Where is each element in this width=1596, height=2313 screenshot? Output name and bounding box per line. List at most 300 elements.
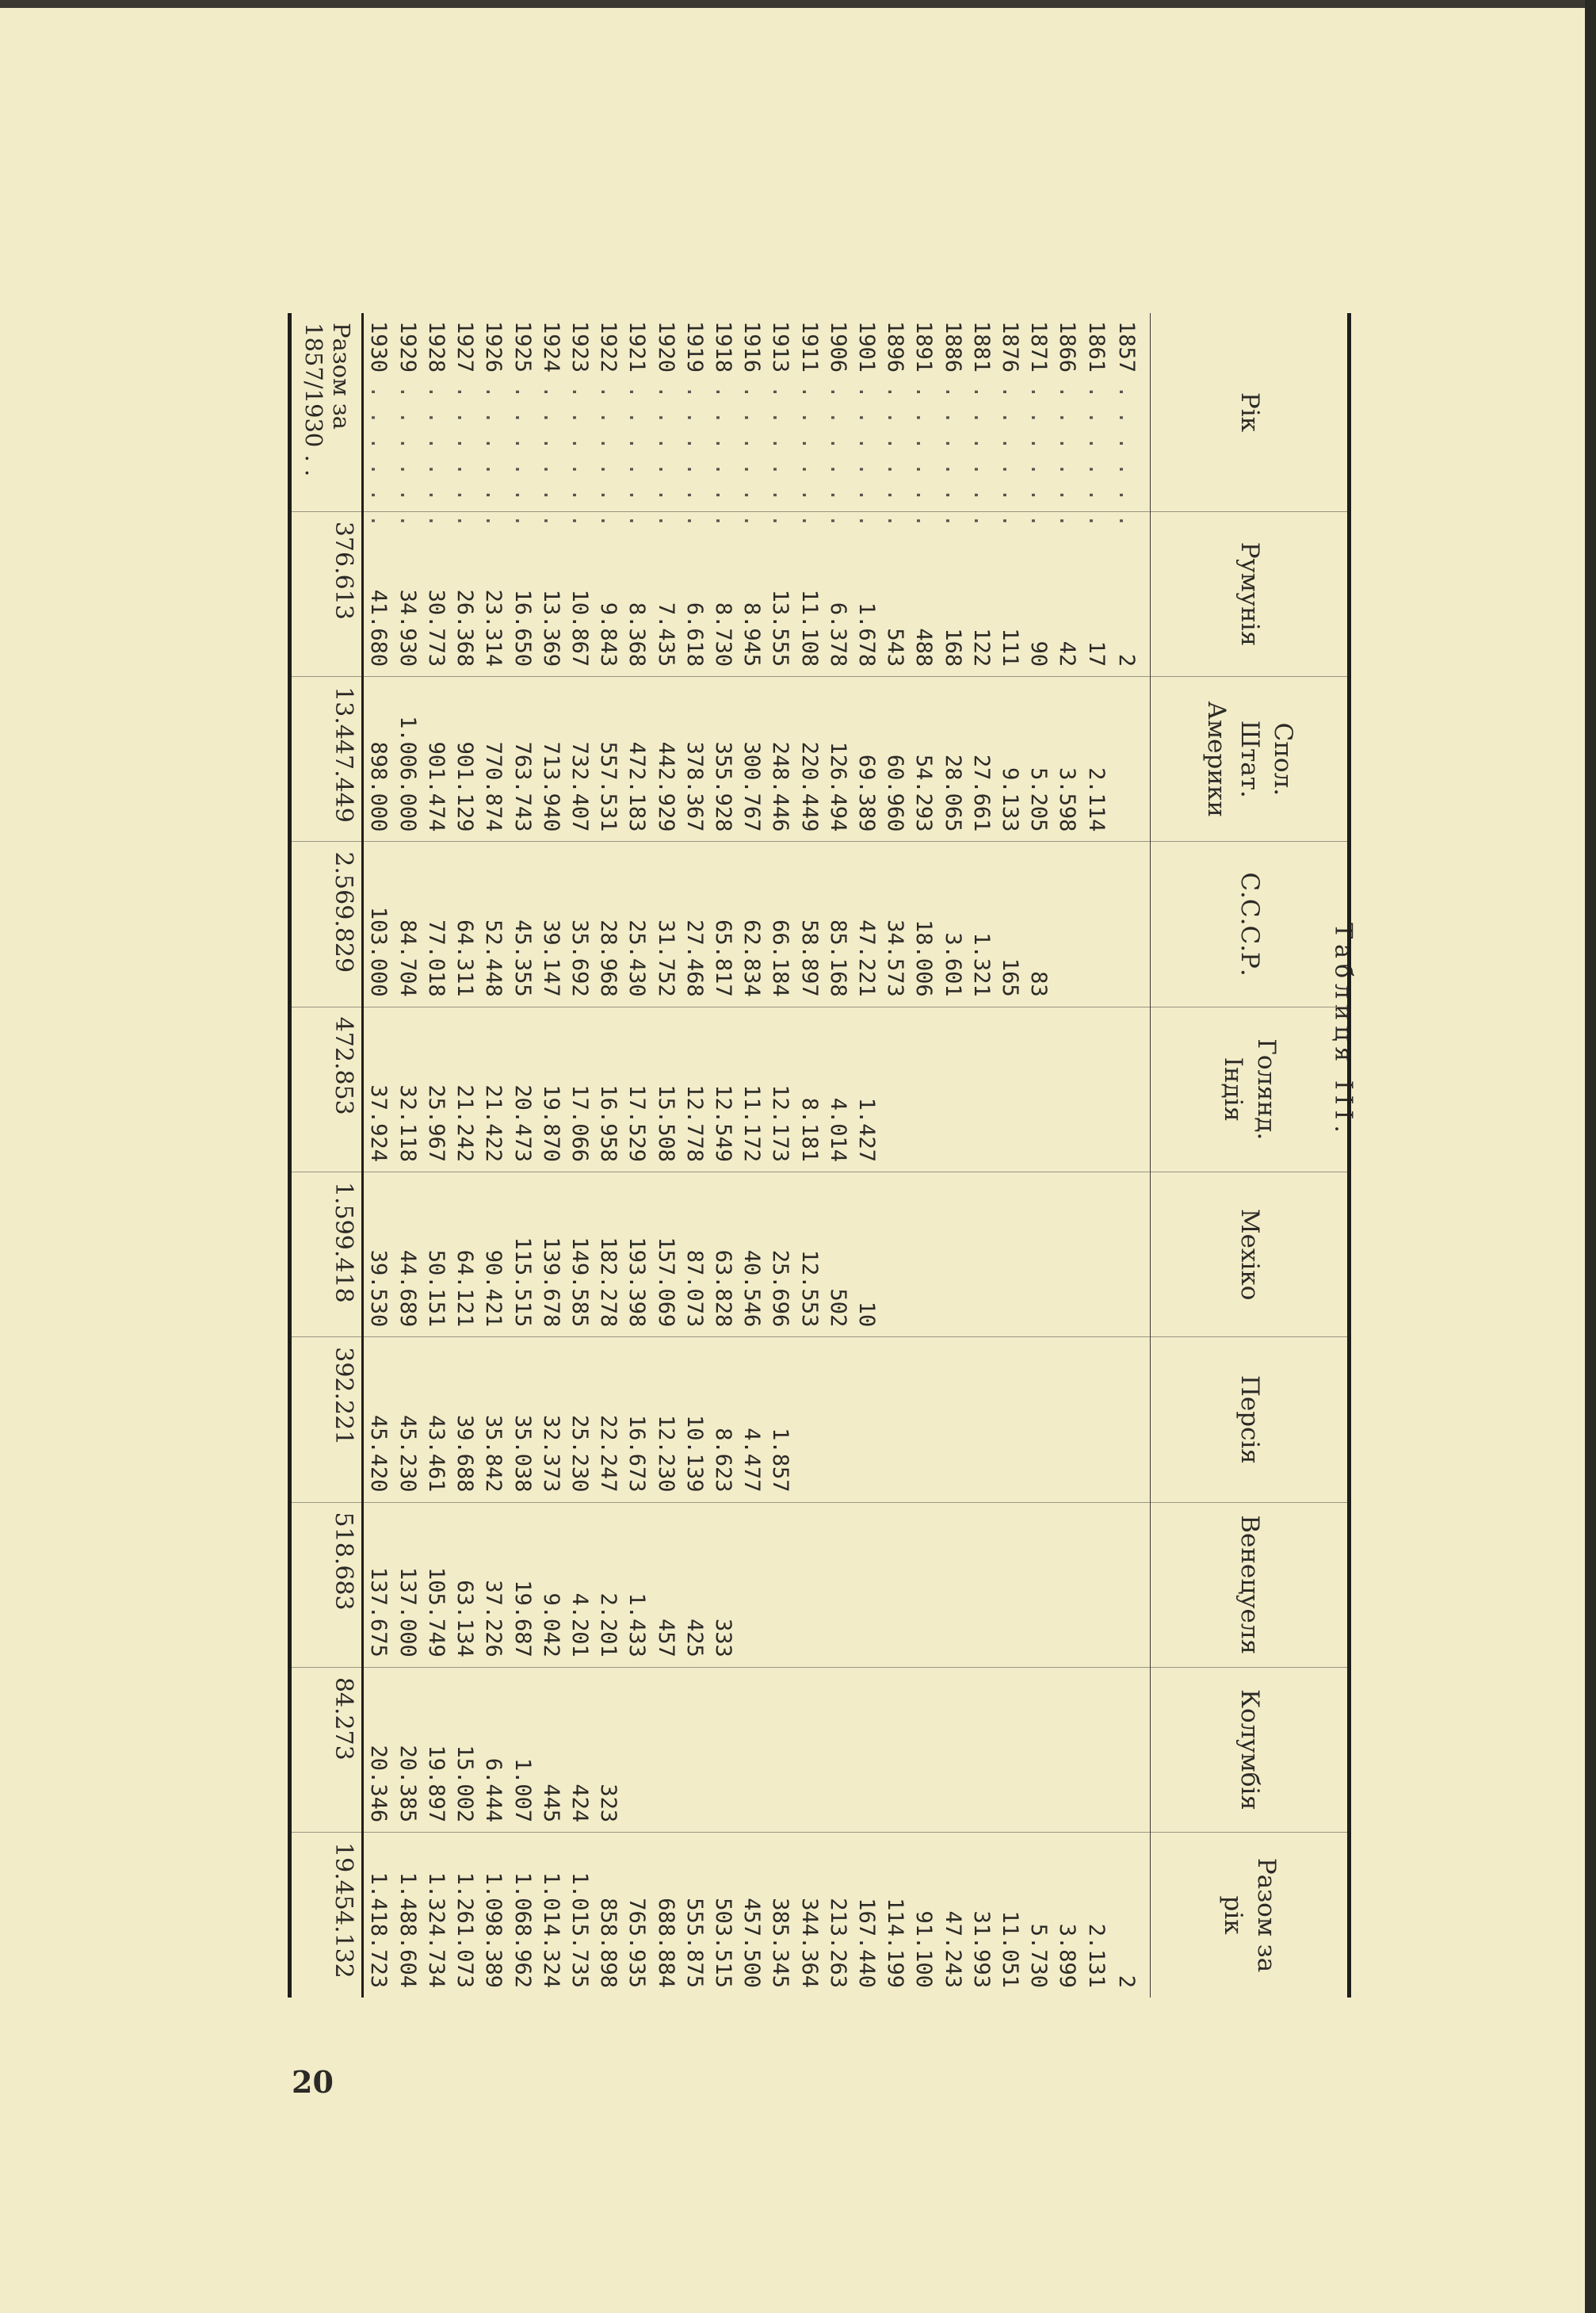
year-label: 1881 bbox=[968, 321, 994, 373]
value-cell: 12.778 bbox=[680, 1007, 708, 1172]
total-cell: 1.599.418 bbox=[290, 1172, 363, 1336]
value-cell: 5.730 bbox=[1025, 1833, 1053, 1998]
value-cell: 8.368 bbox=[623, 511, 651, 676]
year-label: 1919 bbox=[682, 321, 707, 373]
table-row bbox=[422, 313, 450, 1998]
column-header: С.С.С.Р. bbox=[1151, 842, 1350, 1007]
value-cell: 7.435 bbox=[651, 511, 680, 676]
value-cell: 502 bbox=[823, 1172, 852, 1336]
value-cell bbox=[1110, 1007, 1150, 1172]
value-cell bbox=[1110, 1172, 1150, 1336]
value-cell: 83 bbox=[1025, 842, 1053, 1007]
value-cell: 248.446 bbox=[766, 677, 795, 842]
value-cell: 378.367 bbox=[680, 677, 708, 842]
value-cell: 557.531 bbox=[594, 677, 623, 842]
value-cell: 2 bbox=[1110, 511, 1150, 676]
leader-dots: . . . . . . bbox=[395, 373, 420, 528]
value-cell: 732.407 bbox=[565, 677, 594, 842]
leader-dots: . . . . . . bbox=[796, 373, 822, 528]
value-cell: 34.573 bbox=[881, 842, 910, 1007]
value-cell bbox=[995, 1667, 1024, 1832]
value-cell bbox=[1053, 1667, 1082, 1832]
year-label: 1925 bbox=[510, 321, 535, 373]
year-label: 1927 bbox=[452, 321, 478, 373]
value-cell: 19.897 bbox=[422, 1667, 450, 1832]
table-row bbox=[565, 313, 594, 1998]
leader-dots: . . . . . . bbox=[911, 373, 937, 528]
year-label: 1930 bbox=[366, 321, 391, 373]
leader-dots: . . . . . . bbox=[653, 373, 678, 528]
column-header: Мехіко bbox=[1151, 1172, 1350, 1336]
value-cell bbox=[881, 1007, 910, 1172]
year-label: 1876 bbox=[998, 321, 1022, 373]
column-header: Венецуеля bbox=[1151, 1502, 1350, 1667]
value-cell bbox=[1082, 1667, 1110, 1832]
value-cell: 182.278 bbox=[594, 1172, 623, 1336]
value-cell: 32.373 bbox=[536, 1337, 565, 1502]
value-cell bbox=[738, 1502, 766, 1667]
leader-dots: . . . . . . bbox=[366, 373, 391, 528]
leader-dots: . . . . . . bbox=[624, 373, 650, 528]
value-cell: 35.842 bbox=[479, 1337, 508, 1502]
value-cell: 344.364 bbox=[795, 1833, 823, 1998]
value-cell: 91.100 bbox=[910, 1833, 938, 1998]
year-label: 1891 bbox=[911, 321, 937, 373]
value-cell: 137.000 bbox=[393, 1502, 422, 1667]
value-cell: 555.875 bbox=[680, 1833, 708, 1998]
page-number: 20 bbox=[292, 2064, 334, 2100]
value-cell bbox=[1082, 1007, 1110, 1172]
value-cell: 28.968 bbox=[594, 842, 623, 1007]
year-label: 1920 bbox=[653, 321, 678, 373]
leader-dots: . . . . . . bbox=[538, 373, 563, 528]
table-body bbox=[363, 313, 1151, 1998]
value-cell: 763.743 bbox=[508, 677, 536, 842]
value-cell: 213.263 bbox=[823, 1833, 852, 1998]
value-cell: 8.623 bbox=[708, 1337, 737, 1502]
value-cell: 77.018 bbox=[422, 842, 450, 1007]
value-cell bbox=[1025, 1337, 1053, 1502]
value-cell: 16.958 bbox=[594, 1007, 623, 1172]
value-cell bbox=[738, 1667, 766, 1832]
leader-dots: . . . . . . bbox=[853, 373, 879, 528]
table-row bbox=[536, 313, 565, 1998]
year-cell bbox=[967, 313, 995, 528]
value-cell: 20.346 bbox=[363, 1667, 394, 1832]
value-cell bbox=[623, 1667, 651, 1832]
value-cell: 1.068.962 bbox=[508, 1833, 536, 1998]
value-cell bbox=[852, 1667, 880, 1832]
value-cell: 60.960 bbox=[881, 677, 910, 842]
value-cell: 503.515 bbox=[708, 1833, 737, 1998]
table-row bbox=[393, 313, 422, 1998]
year-label: 1906 bbox=[825, 321, 850, 373]
leader-dots: . . . . . . bbox=[940, 373, 965, 528]
value-cell bbox=[910, 1502, 938, 1667]
value-cell: 43.461 bbox=[422, 1337, 450, 1502]
value-cell: 425 bbox=[680, 1502, 708, 1667]
value-cell bbox=[1053, 1007, 1082, 1172]
value-cell: 1.098.389 bbox=[479, 1833, 508, 1998]
value-cell: 37.924 bbox=[363, 1007, 394, 1172]
year-cell bbox=[363, 313, 394, 528]
year-cell bbox=[910, 313, 938, 528]
value-cell bbox=[938, 1172, 967, 1336]
leader-dots: . . . . . . bbox=[998, 373, 1022, 528]
value-cell: 472.183 bbox=[623, 677, 651, 842]
total-row bbox=[290, 313, 363, 1998]
value-cell bbox=[1053, 842, 1082, 1007]
total-label: Разом за 1857/1930 . . bbox=[290, 313, 363, 511]
year-label: 1901 bbox=[853, 321, 879, 373]
value-cell bbox=[881, 1667, 910, 1832]
table-row bbox=[881, 313, 910, 1998]
value-cell: 28.065 bbox=[938, 677, 967, 842]
value-cell: 15.508 bbox=[651, 1007, 680, 1172]
value-cell bbox=[1110, 1502, 1150, 1667]
year-cell bbox=[479, 313, 508, 528]
value-cell: 457 bbox=[651, 1502, 680, 1667]
value-cell: 457.500 bbox=[738, 1833, 766, 1998]
value-cell: 385.345 bbox=[766, 1833, 795, 1998]
table-row bbox=[1082, 313, 1110, 1998]
value-cell: 65.817 bbox=[708, 842, 737, 1007]
table-row bbox=[708, 313, 737, 1998]
value-cell: 41.680 bbox=[363, 511, 394, 676]
value-cell: 30.773 bbox=[422, 511, 450, 676]
year-label: 1929 bbox=[395, 321, 420, 373]
value-cell: 21.242 bbox=[451, 1007, 479, 1172]
value-cell: 1.678 bbox=[852, 511, 880, 676]
table-row bbox=[651, 313, 680, 1998]
column-header: Голянд. Індія bbox=[1151, 1007, 1350, 1172]
value-cell bbox=[1053, 1502, 1082, 1667]
value-cell bbox=[766, 1502, 795, 1667]
value-cell: 22.247 bbox=[594, 1337, 623, 1502]
table-row bbox=[766, 313, 795, 1998]
value-cell: 32.118 bbox=[393, 1007, 422, 1172]
value-cell bbox=[1110, 677, 1150, 842]
year-label: 1866 bbox=[1055, 321, 1080, 373]
value-cell: 11.051 bbox=[995, 1833, 1024, 1998]
value-cell bbox=[910, 1337, 938, 1502]
value-cell: 25.230 bbox=[565, 1337, 594, 1502]
total-cell: 392.221 bbox=[290, 1337, 363, 1502]
value-cell bbox=[1082, 842, 1110, 1007]
value-cell bbox=[823, 1502, 852, 1667]
year-cell bbox=[995, 313, 1024, 528]
total-cell: 376.613 bbox=[290, 511, 363, 676]
value-cell: 12.553 bbox=[795, 1172, 823, 1336]
value-cell: 488 bbox=[910, 511, 938, 676]
year-label: 1921 bbox=[624, 321, 650, 373]
value-cell: 333 bbox=[708, 1502, 737, 1667]
value-cell: 858.898 bbox=[594, 1833, 623, 1998]
value-cell bbox=[795, 1502, 823, 1667]
value-cell: 898.000 bbox=[363, 677, 394, 842]
table-row bbox=[594, 313, 623, 1998]
value-cell bbox=[1082, 1502, 1110, 1667]
value-cell bbox=[1082, 1337, 1110, 1502]
value-cell bbox=[1025, 1667, 1053, 1832]
value-cell: 105.749 bbox=[422, 1502, 450, 1667]
value-cell: 2.131 bbox=[1082, 1833, 1110, 1998]
value-cell: 20.385 bbox=[393, 1667, 422, 1832]
total-cell: 13.447.449 bbox=[290, 677, 363, 842]
value-cell bbox=[1082, 1172, 1110, 1336]
year-cell bbox=[508, 313, 536, 528]
value-cell bbox=[795, 1667, 823, 1832]
year-cell bbox=[1110, 313, 1150, 528]
value-cell: 47.221 bbox=[852, 842, 880, 1007]
value-cell bbox=[967, 1337, 995, 1502]
value-cell: 323 bbox=[594, 1667, 623, 1832]
value-cell: 165 bbox=[995, 842, 1024, 1007]
value-cell: 39.688 bbox=[451, 1337, 479, 1502]
table-caption: Таблиця III. bbox=[1329, 923, 1357, 1138]
value-cell: 6.618 bbox=[680, 511, 708, 676]
value-cell: 713.940 bbox=[536, 677, 565, 842]
value-cell bbox=[823, 1337, 852, 1502]
value-cell bbox=[995, 1172, 1024, 1336]
value-cell: 2.201 bbox=[594, 1502, 623, 1667]
value-cell: 26.368 bbox=[451, 511, 479, 676]
value-cell bbox=[1053, 1172, 1082, 1336]
column-header: Разом за рік bbox=[1151, 1833, 1350, 1998]
year-label: 1924 bbox=[538, 321, 563, 373]
value-cell: 85.168 bbox=[823, 842, 852, 1007]
year-cell bbox=[938, 313, 967, 528]
value-cell: 688.884 bbox=[651, 1833, 680, 1998]
value-cell bbox=[967, 1007, 995, 1172]
table-row bbox=[995, 313, 1024, 1998]
value-cell: 63.134 bbox=[451, 1502, 479, 1667]
value-cell: 8.945 bbox=[738, 511, 766, 676]
value-cell: 193.398 bbox=[623, 1172, 651, 1336]
value-cell bbox=[881, 1502, 910, 1667]
value-cell: 19.687 bbox=[508, 1502, 536, 1667]
value-cell bbox=[766, 1667, 795, 1832]
statistics-table bbox=[288, 313, 1351, 1998]
value-cell: 25.430 bbox=[623, 842, 651, 1007]
value-cell: 66.184 bbox=[766, 842, 795, 1007]
value-cell: 62.834 bbox=[738, 842, 766, 1007]
value-cell: 300.767 bbox=[738, 677, 766, 842]
total-cell: 19.454.132 bbox=[290, 1833, 363, 1998]
leader-dots: . . . . . . bbox=[1026, 373, 1052, 528]
value-cell: 137.675 bbox=[363, 1502, 394, 1667]
value-cell: 37.226 bbox=[479, 1502, 508, 1667]
value-cell: 27.468 bbox=[680, 842, 708, 1007]
year-label: 1916 bbox=[739, 321, 765, 373]
value-cell bbox=[680, 1667, 708, 1832]
value-cell bbox=[995, 1337, 1024, 1502]
value-cell: 6.378 bbox=[823, 511, 852, 676]
value-cell: 12.230 bbox=[651, 1337, 680, 1502]
leader-dots: . . . . . . bbox=[452, 373, 478, 528]
value-cell: 27.661 bbox=[967, 677, 995, 842]
value-cell: 1.488.604 bbox=[393, 1833, 422, 1998]
value-cell: 90 bbox=[1025, 511, 1053, 676]
value-cell bbox=[910, 1667, 938, 1832]
value-cell: 8.730 bbox=[708, 511, 737, 676]
total-cell: 2.569.829 bbox=[290, 842, 363, 1007]
leader-dots: . . . . . . bbox=[883, 373, 908, 528]
value-cell: 45.420 bbox=[363, 1337, 394, 1502]
total-cell: 472.853 bbox=[290, 1007, 363, 1172]
leader-dots: . . . . . . bbox=[1055, 373, 1080, 528]
value-cell bbox=[938, 1502, 967, 1667]
total-cell: 518.683 bbox=[290, 1502, 363, 1667]
value-cell bbox=[708, 1667, 737, 1832]
value-cell: 1.433 bbox=[623, 1502, 651, 1667]
value-cell: 50.151 bbox=[422, 1172, 450, 1336]
value-cell: 167.440 bbox=[852, 1833, 880, 1998]
year-label: 1857 bbox=[1113, 321, 1139, 373]
value-cell: 31.993 bbox=[967, 1833, 995, 1998]
value-cell: 543 bbox=[881, 511, 910, 676]
value-cell: 34.930 bbox=[393, 511, 422, 676]
column-header: Рік bbox=[1151, 313, 1350, 511]
year-cell bbox=[823, 313, 852, 528]
value-cell: 770.874 bbox=[479, 677, 508, 842]
value-cell: 87.073 bbox=[680, 1172, 708, 1336]
value-cell: 5.205 bbox=[1025, 677, 1053, 842]
year-cell bbox=[393, 313, 422, 528]
value-cell: 45.355 bbox=[508, 842, 536, 1007]
value-cell: 13.555 bbox=[766, 511, 795, 676]
year-label: 1918 bbox=[710, 321, 735, 373]
value-cell: 424 bbox=[565, 1667, 594, 1832]
leader-dots: . . . . . . bbox=[739, 373, 765, 528]
value-cell: 149.585 bbox=[565, 1172, 594, 1336]
value-cell: 139.678 bbox=[536, 1172, 565, 1336]
leader-dots: . . . . . . bbox=[682, 373, 707, 528]
value-cell: 20.473 bbox=[508, 1007, 536, 1172]
value-cell: 39.147 bbox=[536, 842, 565, 1007]
value-cell bbox=[938, 1337, 967, 1502]
value-cell: 157.069 bbox=[651, 1172, 680, 1336]
value-cell bbox=[967, 1172, 995, 1336]
value-cell: 1.014.324 bbox=[536, 1833, 565, 1998]
total-cell: 84.273 bbox=[290, 1667, 363, 1832]
value-cell bbox=[967, 1502, 995, 1667]
value-cell bbox=[852, 1337, 880, 1502]
value-cell: 63.828 bbox=[708, 1172, 737, 1336]
value-cell: 4.477 bbox=[738, 1337, 766, 1502]
value-cell: 115.515 bbox=[508, 1172, 536, 1336]
value-cell: 69.389 bbox=[852, 677, 880, 842]
year-label: 1928 bbox=[423, 321, 449, 373]
table-row bbox=[479, 313, 508, 1998]
value-cell: 10 bbox=[852, 1172, 880, 1336]
value-cell: 445 bbox=[536, 1667, 565, 1832]
value-cell: 52.448 bbox=[479, 842, 508, 1007]
table-row bbox=[508, 313, 536, 1998]
value-cell: 1.006.000 bbox=[393, 677, 422, 842]
leader-dots: . . . . . . bbox=[596, 373, 621, 528]
value-cell bbox=[795, 1337, 823, 1502]
value-cell bbox=[852, 1502, 880, 1667]
year-label: 1923 bbox=[567, 321, 592, 373]
year-cell bbox=[594, 313, 623, 528]
value-cell: 54.293 bbox=[910, 677, 938, 842]
value-cell: 114.199 bbox=[881, 1833, 910, 1998]
value-cell: 45.230 bbox=[393, 1337, 422, 1502]
value-cell: 1.427 bbox=[852, 1007, 880, 1172]
value-cell: 35.038 bbox=[508, 1337, 536, 1502]
leader-dots: . . . . . . bbox=[1113, 373, 1139, 528]
value-cell: 40.546 bbox=[738, 1172, 766, 1336]
value-cell: 42 bbox=[1053, 511, 1082, 676]
value-cell bbox=[938, 1667, 967, 1832]
year-cell bbox=[852, 313, 880, 528]
year-cell bbox=[623, 313, 651, 528]
year-cell bbox=[422, 313, 450, 528]
value-cell: 442.929 bbox=[651, 677, 680, 842]
value-cell: 4.201 bbox=[565, 1502, 594, 1667]
value-cell: 4.014 bbox=[823, 1007, 852, 1172]
leader-dots: . . . . . . bbox=[481, 373, 506, 528]
value-cell bbox=[995, 1007, 1024, 1172]
year-label: 1886 bbox=[940, 321, 965, 373]
value-cell: 1.418.723 bbox=[363, 1833, 394, 1998]
value-cell: 25.696 bbox=[766, 1172, 795, 1336]
value-cell: 9.843 bbox=[594, 511, 623, 676]
value-cell bbox=[823, 1667, 852, 1832]
value-cell bbox=[910, 1172, 938, 1336]
year-cell bbox=[1082, 313, 1110, 528]
value-cell: 103.000 bbox=[363, 842, 394, 1007]
value-cell: 220.449 bbox=[795, 677, 823, 842]
value-cell: 11.108 bbox=[795, 511, 823, 676]
value-cell: 8.181 bbox=[795, 1007, 823, 1172]
value-cell bbox=[881, 1172, 910, 1336]
table-container bbox=[288, 313, 1351, 1998]
value-cell: 17.529 bbox=[623, 1007, 651, 1172]
value-cell: 16.650 bbox=[508, 511, 536, 676]
value-cell: 25.967 bbox=[422, 1007, 450, 1172]
table-row bbox=[363, 313, 394, 1998]
leader-dots: . . . . . . bbox=[968, 373, 994, 528]
leader-dots: . . . . . . bbox=[1083, 373, 1109, 528]
table-row bbox=[1053, 313, 1082, 1998]
value-cell: 23.314 bbox=[479, 511, 508, 676]
value-cell: 13.369 bbox=[536, 511, 565, 676]
year-cell bbox=[1053, 313, 1082, 528]
value-cell: 3.601 bbox=[938, 842, 967, 1007]
value-cell bbox=[938, 1007, 967, 1172]
leader-dots: . . . . . . bbox=[710, 373, 735, 528]
value-cell bbox=[1110, 1667, 1150, 1832]
value-cell: 31.752 bbox=[651, 842, 680, 1007]
table-row bbox=[823, 313, 852, 1998]
value-cell: 901.474 bbox=[422, 677, 450, 842]
value-cell: 12.173 bbox=[766, 1007, 795, 1172]
year-cell bbox=[451, 313, 479, 528]
leader-dots: . . . . . . bbox=[567, 373, 592, 528]
value-cell: 16.673 bbox=[623, 1337, 651, 1502]
year-cell bbox=[565, 313, 594, 528]
value-cell bbox=[995, 1502, 1024, 1667]
value-cell bbox=[881, 1337, 910, 1502]
year-cell bbox=[708, 313, 737, 528]
value-cell: 122 bbox=[967, 511, 995, 676]
year-cell bbox=[536, 313, 565, 528]
year-cell bbox=[1025, 313, 1053, 528]
table-header-row bbox=[1151, 313, 1350, 1998]
column-header: Персія bbox=[1151, 1337, 1350, 1502]
